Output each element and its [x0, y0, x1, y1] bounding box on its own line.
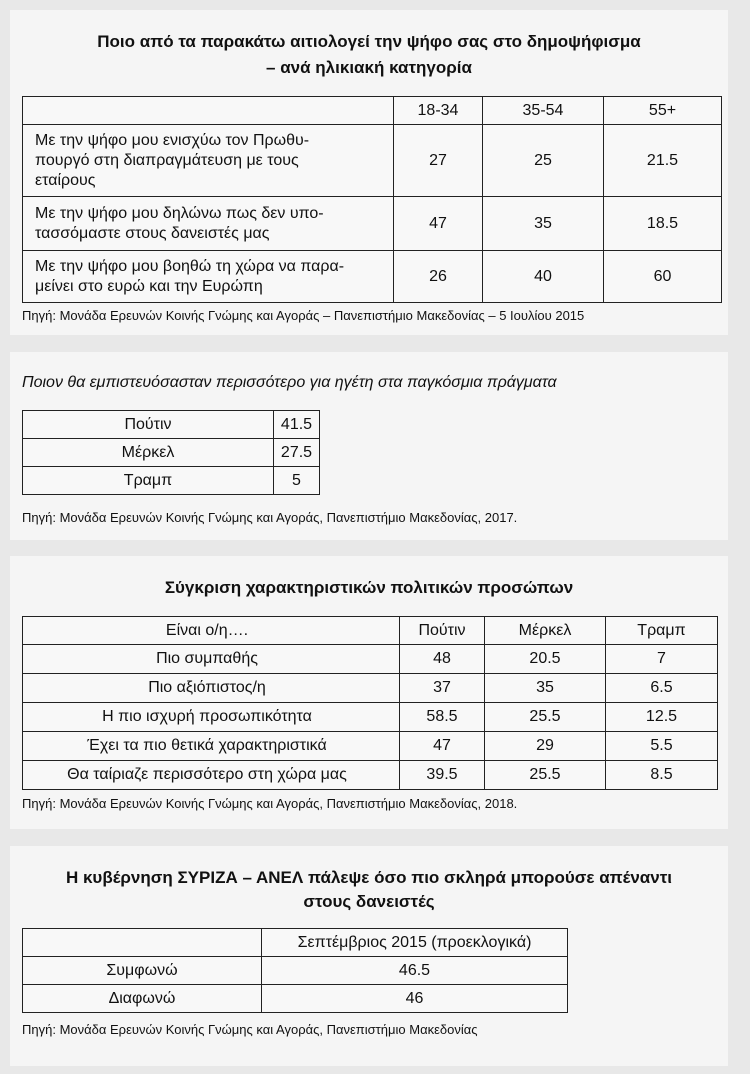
section-title-line2: στους δανειστές [303, 892, 435, 911]
table-row [23, 645, 718, 674]
header-label: Είναι ο/η…. [23, 617, 400, 645]
table-row [23, 674, 718, 703]
table-cell: 25.5 [485, 761, 606, 790]
government-struggle-table [22, 928, 568, 1013]
table-cell: 21.5 [604, 125, 722, 197]
table-cell: 18.5 [604, 197, 722, 251]
table-cell: 41.5 [274, 411, 320, 439]
table-cell: 58.5 [400, 703, 485, 732]
table-cell: 27.5 [274, 439, 320, 467]
row-label-line: Με την ψήφο μου ενισχύω τον Πρωθυ- [35, 131, 310, 149]
row-label-line: εταίρους [35, 171, 96, 189]
table-cell: 46 [262, 985, 568, 1013]
section-title-line2: – ανά ηλικιακή κατηγορία [266, 58, 472, 77]
table-cell: 25 [483, 125, 604, 197]
table-row [23, 703, 718, 732]
table-cell: 27 [394, 125, 483, 197]
row-label: Θα ταίριαζε περισσότερο στη χώρα μας [23, 761, 400, 790]
source-note: Πηγή: Μονάδα Ερευνών Κοινής Γνώμης και Αγοράς – Πανεπιστήμιο Μακεδονίας – 5 Ιουλίου 2015 [22, 308, 585, 323]
row-label-line: Με την ψήφο μου βοηθώ τη χώρα να παρα- [35, 257, 345, 275]
table-row [23, 985, 568, 1013]
table-cell: 6.5 [606, 674, 718, 703]
vote-reasons-table [22, 96, 722, 303]
table-row [23, 957, 568, 985]
row-label-line: πουργό στη διαπραγμάτευση με τους [35, 151, 299, 169]
table-cell: 12.5 [606, 703, 718, 732]
section-characteristics [10, 556, 728, 829]
section-title: Σύγκριση χαρακτηριστικών πολιτικών προσώπων [164, 578, 574, 597]
section-title: Ποιον θα εμπιστευόσασταν περισσότερο για ηγέτη στα παγκόσμια πράγματα [22, 374, 557, 391]
table-cell: 20.5 [485, 645, 606, 674]
table-header-row [23, 97, 722, 125]
table-cell: 35 [485, 674, 606, 703]
row-label: Η πιο ισχυρή προσωπικότητα [23, 703, 400, 732]
row-label: Διαφωνώ [23, 985, 262, 1013]
row-label [23, 125, 394, 197]
row-label-line: μείνει στο ευρώ και την Ευρώπη [35, 277, 263, 295]
row-label: Πιο συμπαθής [23, 645, 400, 674]
row-label: Έχει τα πιο θετικά χαρακτηριστικά [23, 732, 400, 761]
table-cell: 46.5 [262, 957, 568, 985]
row-label: Τραμπ [23, 467, 274, 495]
table-cell: 5.5 [606, 732, 718, 761]
table-cell: 25.5 [485, 703, 606, 732]
table-row [23, 467, 320, 495]
column-header: Μέρκελ [485, 617, 606, 645]
table-cell: 60 [604, 251, 722, 303]
column-header: 55+ [604, 97, 722, 125]
table-row [23, 732, 718, 761]
row-label-line: Με την ψήφο μου δηλώνω πως δεν υπο- [35, 204, 324, 222]
row-label: Συμφωνώ [23, 957, 262, 985]
column-header: Πούτιν [400, 617, 485, 645]
trusted-leader-table [22, 410, 320, 495]
column-header: Σεπτέμβριος 2015 (προεκλογικά) [262, 929, 568, 957]
table-cell: 26 [394, 251, 483, 303]
source-note: Πηγή: Μονάδα Ερευνών Κοινής Γνώμης και Αγοράς, Πανεπιστήμιο Μακεδονίας, 2017. [22, 510, 518, 525]
source-note: Πηγή: Μονάδα Ερευνών Κοινής Γνώμης και Αγοράς, Πανεπιστήμιο Μακεδονίας, 2018. [22, 796, 518, 811]
row-label-line: τασσόμαστε στους δανειστές μας [35, 224, 270, 242]
table-header-row [23, 929, 568, 957]
table-cell: 48 [400, 645, 485, 674]
source-note: Πηγή: Μονάδα Ερευνών Κοινής Γνώμης και Αγοράς, Πανεπιστήμιο Μακεδονίας [22, 1022, 478, 1037]
section-title-line1: Ποιο από τα παρακάτω αιτιολογεί την ψήφο σας στο δημοψήφισμα [97, 32, 641, 51]
table-row [23, 761, 718, 790]
table-cell: 29 [485, 732, 606, 761]
table-cell: 47 [400, 732, 485, 761]
table-cell: 47 [394, 197, 483, 251]
section-title-line1: Η κυβέρνηση ΣΥΡΙΖΑ – ΑΝΕΛ πάλεψε όσο πιο σκληρά μπορούσε απέναντι [65, 868, 673, 887]
table-row [23, 197, 722, 251]
section-government-struggle [10, 846, 728, 1066]
column-header: 35-54 [483, 97, 604, 125]
row-label: Μέρκελ [23, 439, 274, 467]
table-cell: 7 [606, 645, 718, 674]
row-label [23, 197, 394, 251]
section-trusted-leader [10, 352, 728, 540]
column-header: Τραμπ [606, 617, 718, 645]
column-header: 18-34 [394, 97, 483, 125]
section-vote-reasons [10, 10, 728, 335]
table-row [23, 439, 320, 467]
table-cell: 8.5 [606, 761, 718, 790]
table-cell: 37 [400, 674, 485, 703]
row-label: Πιο αξιόπιστος/η [23, 674, 400, 703]
header-empty-cell [23, 929, 262, 957]
characteristics-table [22, 616, 718, 790]
header-empty-cell [23, 97, 394, 125]
row-label: Πούτιν [23, 411, 274, 439]
table-cell: 35 [483, 197, 604, 251]
table-row [23, 125, 722, 197]
table-row [23, 411, 320, 439]
table-cell: 5 [274, 467, 320, 495]
table-header-row [23, 617, 718, 645]
row-label [23, 251, 394, 303]
table-row [23, 251, 722, 303]
table-cell: 39.5 [400, 761, 485, 790]
table-cell: 40 [483, 251, 604, 303]
